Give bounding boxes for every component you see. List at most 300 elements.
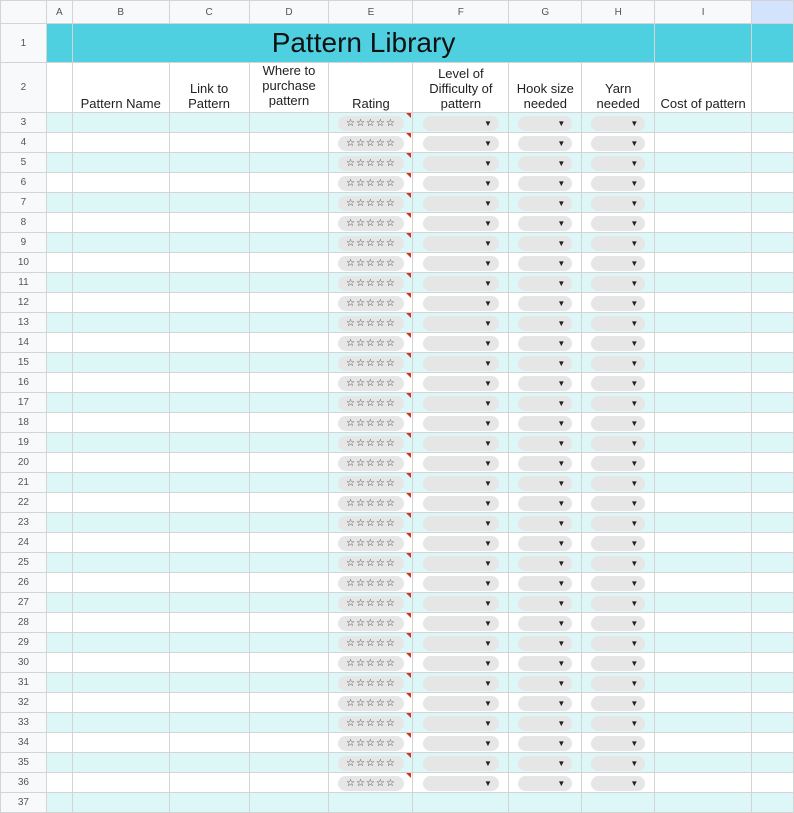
row-number[interactable]: 35	[1, 753, 47, 773]
cell-where-to-purchase[interactable]	[249, 373, 329, 393]
rating-cell[interactable]	[329, 313, 413, 333]
hook-size-cell[interactable]	[509, 513, 582, 533]
difficulty-cell[interactable]	[413, 593, 509, 613]
yarn-cell[interactable]	[582, 713, 655, 733]
cell-pattern-name[interactable]	[72, 193, 169, 213]
hook-size-dropdown[interactable]	[518, 276, 572, 291]
cell-where-to-purchase[interactable]	[249, 753, 329, 773]
rating-cell[interactable]	[329, 253, 413, 273]
cell-pattern-name[interactable]	[72, 673, 169, 693]
yarn-dropdown[interactable]	[591, 656, 645, 671]
hook-size-dropdown[interactable]	[518, 456, 572, 471]
cell-link[interactable]	[169, 433, 249, 453]
column-header-h[interactable]: H	[582, 1, 655, 24]
hook-size-dropdown[interactable]	[518, 356, 572, 371]
cell-where-to-purchase[interactable]	[249, 313, 329, 333]
cell-j[interactable]	[752, 173, 794, 193]
cell-pattern-name[interactable]	[72, 513, 169, 533]
hook-size-dropdown[interactable]	[518, 396, 572, 411]
header-a[interactable]	[46, 63, 72, 113]
hook-size-cell[interactable]	[509, 453, 582, 473]
hook-size-cell[interactable]	[509, 253, 582, 273]
cell-cost[interactable]	[655, 393, 752, 413]
cell-j[interactable]	[752, 133, 794, 153]
cell-a[interactable]	[46, 313, 72, 333]
cell-cost[interactable]	[655, 233, 752, 253]
row-number[interactable]: 22	[1, 493, 47, 513]
cell-cost[interactable]	[655, 633, 752, 653]
cell-a[interactable]	[46, 553, 72, 573]
hook-size-cell[interactable]	[509, 733, 582, 753]
difficulty-cell[interactable]	[413, 633, 509, 653]
cell-a[interactable]	[46, 253, 72, 273]
difficulty-cell[interactable]	[413, 613, 509, 633]
cell-j[interactable]	[752, 373, 794, 393]
hook-size-dropdown[interactable]	[518, 696, 572, 711]
difficulty-cell[interactable]	[413, 473, 509, 493]
hook-size-cell[interactable]	[509, 293, 582, 313]
cell-cost[interactable]	[655, 273, 752, 293]
difficulty-cell[interactable]	[413, 293, 509, 313]
cell-a[interactable]	[46, 753, 72, 773]
rating-cell[interactable]	[329, 193, 413, 213]
yarn-cell[interactable]	[582, 533, 655, 553]
difficulty-cell[interactable]	[413, 113, 509, 133]
hook-size-cell[interactable]	[509, 173, 582, 193]
cell-where-to-purchase[interactable]	[249, 273, 329, 293]
cell-pattern-name[interactable]	[72, 713, 169, 733]
yarn-cell[interactable]	[582, 633, 655, 653]
cell-link[interactable]	[169, 453, 249, 473]
cell-j[interactable]	[752, 673, 794, 693]
cell-pattern-name[interactable]	[72, 393, 169, 413]
yarn-dropdown[interactable]	[591, 296, 645, 311]
cell-where-to-purchase[interactable]	[249, 493, 329, 513]
hook-size-dropdown[interactable]	[518, 376, 572, 391]
yarn-dropdown[interactable]	[591, 496, 645, 511]
cell-link[interactable]	[169, 633, 249, 653]
cell-j[interactable]	[752, 693, 794, 713]
star-rating-chip[interactable]: ☆☆☆☆☆	[338, 436, 404, 451]
row-number[interactable]: 34	[1, 733, 47, 753]
cell[interactable]	[46, 24, 72, 63]
cell-link[interactable]	[169, 733, 249, 753]
difficulty-cell[interactable]	[413, 133, 509, 153]
cell-a[interactable]	[46, 393, 72, 413]
header-rating[interactable]: Rating	[329, 63, 413, 113]
cell-a[interactable]	[46, 453, 72, 473]
row-number[interactable]: 11	[1, 273, 47, 293]
row-number[interactable]: 33	[1, 713, 47, 733]
hook-size-cell[interactable]	[509, 533, 582, 553]
cell-cost[interactable]	[655, 133, 752, 153]
rating-cell[interactable]	[329, 373, 413, 393]
hook-size-cell[interactable]	[509, 473, 582, 493]
cell-cost[interactable]	[655, 313, 752, 333]
cell-j[interactable]	[752, 753, 794, 773]
cell-where-to-purchase[interactable]	[249, 113, 329, 133]
cell-j[interactable]	[752, 113, 794, 133]
cell-pattern-name[interactable]	[72, 353, 169, 373]
cell-link[interactable]	[169, 213, 249, 233]
cell-cost[interactable]	[655, 493, 752, 513]
rating-cell[interactable]	[329, 633, 413, 653]
cell-a[interactable]	[46, 193, 72, 213]
star-rating-chip[interactable]: ☆☆☆☆☆	[338, 596, 404, 611]
yarn-cell[interactable]	[582, 333, 655, 353]
difficulty-cell[interactable]	[413, 533, 509, 553]
hook-size-cell[interactable]	[509, 373, 582, 393]
hook-size-dropdown[interactable]	[518, 656, 572, 671]
cell-pattern-name[interactable]	[72, 273, 169, 293]
yarn-dropdown[interactable]	[591, 456, 645, 471]
cell-where-to-purchase[interactable]	[249, 353, 329, 373]
cell-pattern-name[interactable]	[72, 613, 169, 633]
row-number[interactable]: 7	[1, 193, 47, 213]
yarn-cell[interactable]	[582, 753, 655, 773]
yarn-dropdown[interactable]	[591, 396, 645, 411]
yarn-cell[interactable]	[582, 393, 655, 413]
yarn-cell[interactable]	[582, 413, 655, 433]
cell-pattern-name[interactable]	[72, 333, 169, 353]
star-rating-chip[interactable]: ☆☆☆☆☆	[338, 516, 404, 531]
difficulty-dropdown[interactable]	[423, 516, 499, 531]
difficulty-cell[interactable]	[413, 333, 509, 353]
cell-where-to-purchase[interactable]	[249, 593, 329, 613]
yarn-cell[interactable]	[582, 133, 655, 153]
column-header-b[interactable]: B	[72, 1, 169, 24]
star-rating-chip[interactable]: ☆☆☆☆☆	[338, 356, 404, 371]
hook-size-cell[interactable]	[509, 613, 582, 633]
difficulty-cell[interactable]	[413, 713, 509, 733]
difficulty-cell[interactable]	[413, 413, 509, 433]
hook-size-cell[interactable]	[509, 193, 582, 213]
star-rating-chip[interactable]: ☆☆☆☆☆	[338, 316, 404, 331]
hook-size-dropdown[interactable]	[518, 136, 572, 151]
cell-where-to-purchase[interactable]	[249, 133, 329, 153]
rating-cell[interactable]	[329, 353, 413, 373]
hook-size-cell[interactable]	[509, 753, 582, 773]
rating-cell[interactable]	[329, 453, 413, 473]
cell-pattern-name[interactable]	[72, 173, 169, 193]
difficulty-cell[interactable]	[413, 733, 509, 753]
hook-size-dropdown[interactable]	[518, 556, 572, 571]
difficulty-cell[interactable]	[413, 753, 509, 773]
cell-link[interactable]	[169, 533, 249, 553]
star-rating-chip[interactable]: ☆☆☆☆☆	[338, 576, 404, 591]
cell-a[interactable]	[46, 713, 72, 733]
cell-pattern-name[interactable]	[72, 733, 169, 753]
yarn-cell[interactable]	[582, 553, 655, 573]
cell-pattern-name[interactable]	[72, 653, 169, 673]
star-rating-chip[interactable]: ☆☆☆☆☆	[338, 136, 404, 151]
yarn-dropdown[interactable]	[591, 216, 645, 231]
yarn-cell[interactable]	[582, 733, 655, 753]
yarn-cell[interactable]	[582, 173, 655, 193]
cell-a[interactable]	[46, 413, 72, 433]
star-rating-chip[interactable]: ☆☆☆☆☆	[338, 456, 404, 471]
difficulty-dropdown[interactable]	[423, 376, 499, 391]
star-rating-chip[interactable]: ☆☆☆☆☆	[338, 716, 404, 731]
cell-a[interactable]	[46, 493, 72, 513]
cell-pattern-name[interactable]	[72, 773, 169, 793]
cell-where-to-purchase[interactable]	[249, 733, 329, 753]
cell-j[interactable]	[752, 493, 794, 513]
yarn-cell[interactable]	[582, 673, 655, 693]
difficulty-dropdown[interactable]	[423, 636, 499, 651]
star-rating-chip[interactable]: ☆☆☆☆☆	[338, 776, 404, 791]
hook-size-cell[interactable]	[509, 393, 582, 413]
rating-cell[interactable]	[329, 533, 413, 553]
cell-j[interactable]	[752, 413, 794, 433]
star-rating-chip[interactable]: ☆☆☆☆☆	[338, 256, 404, 271]
yarn-dropdown[interactable]	[591, 716, 645, 731]
cell-cost[interactable]	[655, 373, 752, 393]
rating-cell[interactable]	[329, 713, 413, 733]
cell-cost[interactable]	[655, 733, 752, 753]
rating-cell[interactable]	[329, 413, 413, 433]
difficulty-dropdown[interactable]	[423, 476, 499, 491]
hook-size-dropdown[interactable]	[518, 596, 572, 611]
cell-link[interactable]	[169, 293, 249, 313]
cell-a[interactable]	[46, 273, 72, 293]
difficulty-dropdown[interactable]	[423, 456, 499, 471]
hook-size-cell[interactable]	[509, 693, 582, 713]
star-rating-chip[interactable]: ☆☆☆☆☆	[338, 296, 404, 311]
cell-a[interactable]	[46, 513, 72, 533]
cell-where-to-purchase[interactable]	[249, 673, 329, 693]
rating-cell[interactable]	[329, 393, 413, 413]
hook-size-dropdown[interactable]	[518, 576, 572, 591]
row-number[interactable]: 28	[1, 613, 47, 633]
star-rating-chip[interactable]: ☆☆☆☆☆	[338, 276, 404, 291]
yarn-cell[interactable]	[582, 273, 655, 293]
yarn-dropdown[interactable]	[591, 576, 645, 591]
star-rating-chip[interactable]: ☆☆☆☆☆	[338, 196, 404, 211]
cell-a[interactable]	[46, 793, 72, 813]
yarn-dropdown[interactable]	[591, 276, 645, 291]
cell-cost[interactable]	[655, 553, 752, 573]
cell-cost[interactable]	[655, 153, 752, 173]
cell-pattern-name[interactable]	[72, 573, 169, 593]
cell-a[interactable]	[46, 293, 72, 313]
yarn-cell[interactable]	[582, 693, 655, 713]
cell-pattern-name[interactable]	[72, 233, 169, 253]
difficulty-dropdown[interactable]	[423, 396, 499, 411]
page-title[interactable]: Pattern Library	[72, 24, 654, 63]
difficulty-dropdown[interactable]	[423, 276, 499, 291]
hook-size-dropdown[interactable]	[518, 636, 572, 651]
row-number[interactable]: 3	[1, 113, 47, 133]
difficulty-dropdown[interactable]	[423, 536, 499, 551]
cell-where-to-purchase[interactable]	[249, 533, 329, 553]
yarn-cell[interactable]	[582, 373, 655, 393]
yarn-dropdown[interactable]	[591, 116, 645, 131]
cell-where-to-purchase[interactable]	[249, 633, 329, 653]
yarn-dropdown[interactable]	[591, 356, 645, 371]
difficulty-dropdown[interactable]	[423, 156, 499, 171]
cell-j[interactable]	[752, 733, 794, 753]
hook-size-cell[interactable]	[509, 713, 582, 733]
row-number[interactable]: 32	[1, 693, 47, 713]
cell-a[interactable]	[46, 613, 72, 633]
cell-link[interactable]	[169, 553, 249, 573]
hook-size-cell[interactable]	[509, 273, 582, 293]
difficulty-cell[interactable]	[413, 673, 509, 693]
hook-size-cell[interactable]	[509, 493, 582, 513]
cell-j[interactable]	[752, 273, 794, 293]
row-number[interactable]: 12	[1, 293, 47, 313]
row-number[interactable]: 14	[1, 333, 47, 353]
cell-where-to-purchase[interactable]	[249, 453, 329, 473]
yarn-dropdown[interactable]	[591, 336, 645, 351]
row-number[interactable]: 16	[1, 373, 47, 393]
cell-rating[interactable]	[329, 793, 413, 813]
cell-a[interactable]	[46, 693, 72, 713]
cell-cost[interactable]	[655, 753, 752, 773]
star-rating-chip[interactable]: ☆☆☆☆☆	[338, 616, 404, 631]
yarn-dropdown[interactable]	[591, 736, 645, 751]
cell-pattern-name[interactable]	[72, 413, 169, 433]
row-number[interactable]: 17	[1, 393, 47, 413]
hook-size-dropdown[interactable]	[518, 316, 572, 331]
yarn-cell[interactable]	[582, 593, 655, 613]
difficulty-dropdown[interactable]	[423, 256, 499, 271]
star-rating-chip[interactable]: ☆☆☆☆☆	[338, 116, 404, 131]
yarn-dropdown[interactable]	[591, 556, 645, 571]
difficulty-cell[interactable]	[413, 373, 509, 393]
yarn-cell[interactable]	[582, 513, 655, 533]
cell-where-to-purchase[interactable]	[249, 553, 329, 573]
cell-j[interactable]	[752, 333, 794, 353]
cell-link[interactable]	[169, 493, 249, 513]
hook-size-dropdown[interactable]	[518, 156, 572, 171]
cell-pattern-name[interactable]	[72, 113, 169, 133]
row-number[interactable]: 26	[1, 573, 47, 593]
cell-where-to-purchase[interactable]	[249, 413, 329, 433]
row-number[interactable]: 36	[1, 773, 47, 793]
difficulty-dropdown[interactable]	[423, 776, 499, 791]
row-number[interactable]: 20	[1, 453, 47, 473]
cell-a[interactable]	[46, 593, 72, 613]
hook-size-dropdown[interactable]	[518, 256, 572, 271]
difficulty-cell[interactable]	[413, 553, 509, 573]
cell-where-to-purchase[interactable]	[249, 293, 329, 313]
hook-size-cell[interactable]	[509, 153, 582, 173]
column-header-c[interactable]: C	[169, 1, 249, 24]
cell-cost[interactable]	[655, 173, 752, 193]
cell-cost[interactable]	[655, 193, 752, 213]
row-number[interactable]: 10	[1, 253, 47, 273]
cell-link[interactable]	[169, 593, 249, 613]
row-number[interactable]: 21	[1, 473, 47, 493]
cell-link[interactable]	[169, 333, 249, 353]
cell-where-to-purchase[interactable]	[249, 473, 329, 493]
cell-pattern-name[interactable]	[72, 793, 169, 813]
hook-size-cell[interactable]	[509, 593, 582, 613]
rating-cell[interactable]	[329, 573, 413, 593]
difficulty-dropdown[interactable]	[423, 676, 499, 691]
row-number[interactable]: 23	[1, 513, 47, 533]
row-number[interactable]: 25	[1, 553, 47, 573]
difficulty-cell[interactable]	[413, 573, 509, 593]
yarn-cell[interactable]	[582, 313, 655, 333]
rating-cell[interactable]	[329, 213, 413, 233]
cell-a[interactable]	[46, 533, 72, 553]
cell-j[interactable]	[752, 573, 794, 593]
rating-cell[interactable]	[329, 493, 413, 513]
star-rating-chip[interactable]: ☆☆☆☆☆	[338, 156, 404, 171]
rating-cell[interactable]	[329, 553, 413, 573]
yarn-dropdown[interactable]	[591, 196, 645, 211]
cell-a[interactable]	[46, 153, 72, 173]
row-number[interactable]: 6	[1, 173, 47, 193]
cell-a[interactable]	[46, 213, 72, 233]
yarn-dropdown[interactable]	[591, 316, 645, 331]
star-rating-chip[interactable]: ☆☆☆☆☆	[338, 496, 404, 511]
cell-cost[interactable]	[655, 773, 752, 793]
yarn-dropdown[interactable]	[591, 596, 645, 611]
header-link-to-pattern[interactable]: Link to Pattern	[169, 63, 249, 113]
star-rating-chip[interactable]: ☆☆☆☆☆	[338, 376, 404, 391]
hook-size-dropdown[interactable]	[518, 776, 572, 791]
cell-link[interactable]	[169, 513, 249, 533]
yarn-cell[interactable]	[582, 613, 655, 633]
header-cost[interactable]: Cost of pattern	[655, 63, 752, 113]
difficulty-dropdown[interactable]	[423, 596, 499, 611]
row-number[interactable]: 1	[1, 24, 47, 63]
cell-pattern-name[interactable]	[72, 313, 169, 333]
select-all-corner[interactable]	[1, 1, 47, 24]
hook-size-cell[interactable]	[509, 333, 582, 353]
cell-link[interactable]	[169, 573, 249, 593]
cell-j[interactable]	[752, 793, 794, 813]
cell-a[interactable]	[46, 473, 72, 493]
cell-where-to-purchase[interactable]	[249, 793, 329, 813]
cell-cost[interactable]	[655, 653, 752, 673]
hook-size-dropdown[interactable]	[518, 616, 572, 631]
cell-a[interactable]	[46, 633, 72, 653]
yarn-cell[interactable]	[582, 213, 655, 233]
cell[interactable]	[752, 24, 794, 63]
cell-pattern-name[interactable]	[72, 453, 169, 473]
difficulty-dropdown[interactable]	[423, 436, 499, 451]
cell-link[interactable]	[169, 693, 249, 713]
row-number[interactable]: 2	[1, 63, 47, 113]
cell-a[interactable]	[46, 673, 72, 693]
cell[interactable]	[655, 24, 752, 63]
yarn-cell[interactable]	[582, 573, 655, 593]
rating-cell[interactable]	[329, 513, 413, 533]
cell-link[interactable]	[169, 713, 249, 733]
difficulty-dropdown[interactable]	[423, 716, 499, 731]
cell-where-to-purchase[interactable]	[249, 773, 329, 793]
yarn-cell[interactable]	[582, 253, 655, 273]
yarn-dropdown[interactable]	[591, 436, 645, 451]
cell-j[interactable]	[752, 593, 794, 613]
difficulty-cell[interactable]	[413, 173, 509, 193]
yarn-cell[interactable]	[582, 113, 655, 133]
header-pattern-name[interactable]: Pattern Name	[72, 63, 169, 113]
star-rating-chip[interactable]: ☆☆☆☆☆	[338, 676, 404, 691]
cell-cost[interactable]	[655, 693, 752, 713]
difficulty-cell[interactable]	[413, 313, 509, 333]
cell-j[interactable]	[752, 153, 794, 173]
row-number[interactable]: 27	[1, 593, 47, 613]
rating-cell[interactable]	[329, 773, 413, 793]
cell-pattern-name[interactable]	[72, 433, 169, 453]
difficulty-dropdown[interactable]	[423, 576, 499, 591]
